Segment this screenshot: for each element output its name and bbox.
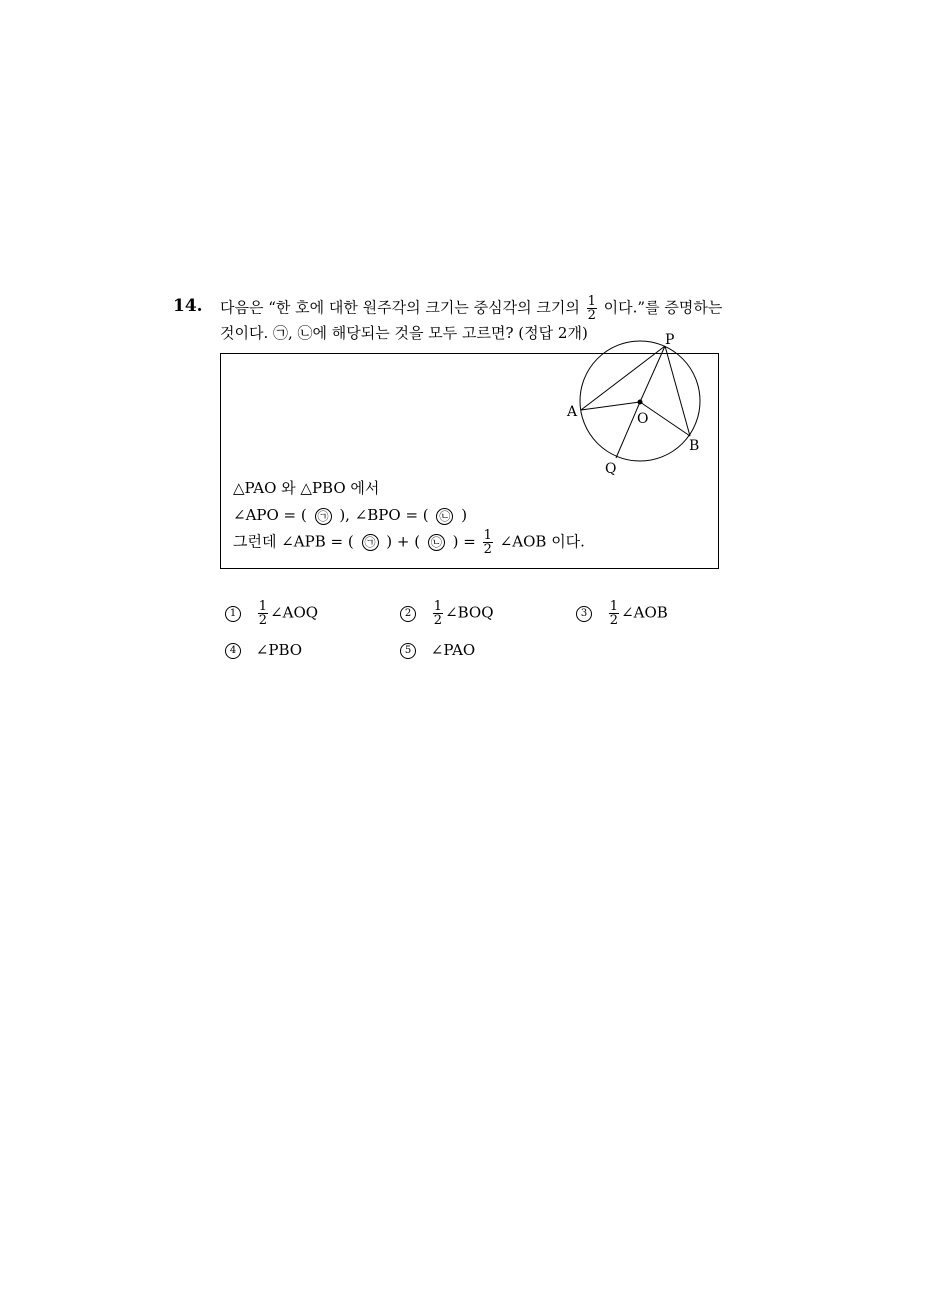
- choice-text: ∠AOB: [621, 603, 668, 622]
- segment-PO: [640, 346, 665, 402]
- choice-number: 1: [225, 606, 241, 622]
- fraction-half: [433, 600, 443, 627]
- fraction-denominator: 2: [587, 308, 596, 323]
- label-B: B: [689, 438, 700, 454]
- fraction-half: [587, 295, 597, 322]
- choice-number: 5: [400, 643, 416, 659]
- blank-mark-2: ㉡: [428, 534, 445, 551]
- proof-text: ∠AOB 이다.: [499, 532, 585, 551]
- fraction-numerator: 1: [609, 599, 619, 614]
- question-text-part: 다음은 “한 호에 대한 원주각의 크기는 중심각의 크기의: [220, 298, 580, 317]
- segment-PA: [581, 346, 665, 410]
- choice-number: 2: [400, 606, 416, 622]
- proof-text: ∠APO = (: [233, 506, 307, 524]
- choice-text: ∠PBO: [255, 641, 303, 659]
- choice-5[interactable]: [400, 640, 475, 660]
- segment-PB: [665, 346, 690, 436]
- proof-text: ), ∠BPO = (: [339, 506, 429, 524]
- fraction-half: [609, 600, 619, 627]
- blank-mark-1: ㉠: [315, 508, 332, 525]
- question-number: 14.: [173, 296, 203, 316]
- circle-figure: [560, 330, 710, 480]
- proof-line1: △PAO 와 △PBO 에서: [233, 479, 380, 497]
- fraction-denominator: 2: [433, 613, 443, 628]
- label-Q: Q: [605, 461, 617, 477]
- proof-line3: [233, 529, 585, 556]
- fraction-numerator: 1: [587, 294, 596, 309]
- choice-3[interactable]: [576, 600, 668, 627]
- choice-number: 4: [225, 643, 241, 659]
- fraction-denominator: 2: [483, 542, 492, 557]
- fraction-numerator: 1: [433, 599, 443, 614]
- blank-mark-1: ㉠: [362, 534, 379, 551]
- fraction-numerator: 1: [483, 528, 492, 543]
- question-text-line2: 것이다. ㉠, ㉡에 해당되는 것을 모두 고르면? (정답 2개): [220, 324, 588, 342]
- choice-1[interactable]: [225, 600, 318, 627]
- blank-mark-2: ㉡: [436, 508, 453, 525]
- fraction-numerator: 1: [258, 599, 268, 614]
- proof-line2: [233, 505, 467, 525]
- choice-2[interactable]: [400, 600, 494, 627]
- proof-text: ) + (: [386, 532, 421, 551]
- fraction-half: [258, 600, 268, 627]
- fraction-denominator: 2: [609, 613, 619, 628]
- choice-text: ∠PAO: [430, 641, 476, 659]
- choice-number: 3: [576, 606, 592, 622]
- label-A: A: [567, 404, 578, 420]
- label-O: O: [637, 411, 649, 427]
- fraction-denominator: 2: [258, 613, 268, 628]
- choice-4[interactable]: [225, 640, 302, 660]
- proof-text: 그런데 ∠APB = (: [233, 532, 354, 551]
- proof-text: ) =: [452, 532, 476, 551]
- fraction-half: [483, 529, 493, 556]
- label-P: P: [665, 332, 675, 348]
- center-point: [638, 400, 643, 405]
- question-text-part: 이다.”를 증명하는: [603, 298, 723, 317]
- question-text-line1: [220, 295, 722, 322]
- choice-text: ∠AOQ: [270, 603, 319, 622]
- choice-text: ∠BOQ: [445, 603, 494, 622]
- proof-text: ): [461, 506, 468, 524]
